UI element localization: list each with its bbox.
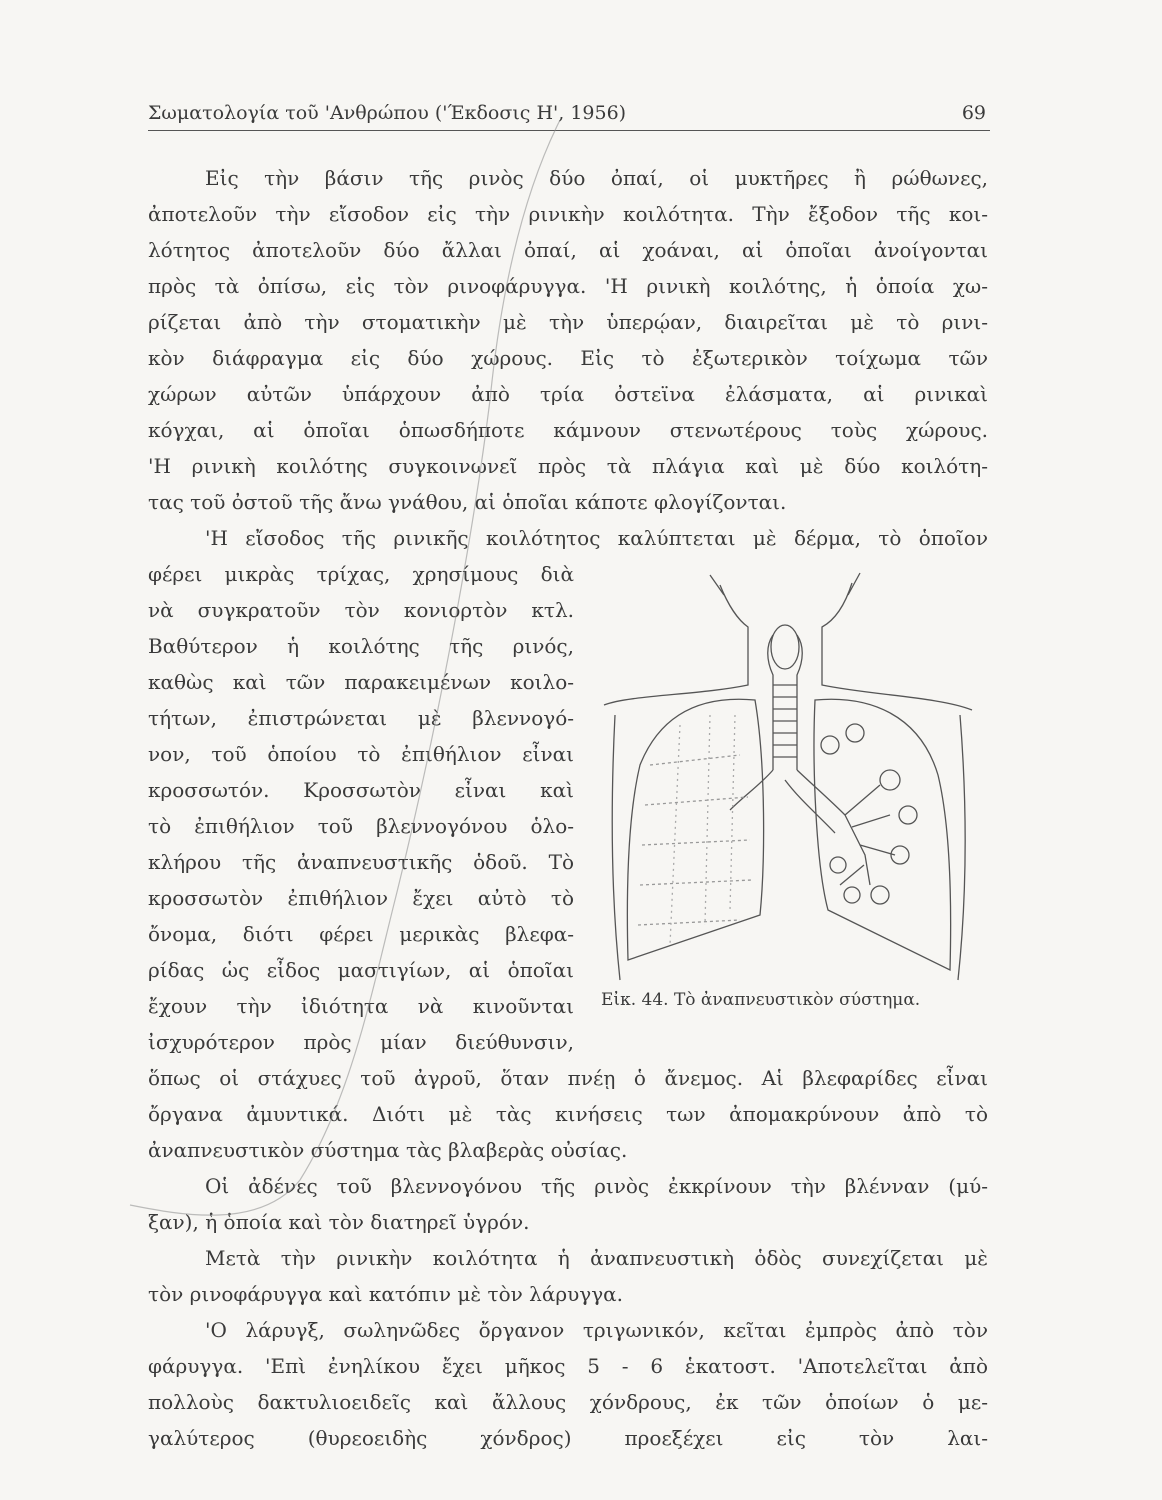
text-line: ὅπως οἱ στάχυες τοῦ ἀγροῦ, ὅταν πνέῃ ὁ ἄνεμος. Αἱ βλεφαρίδες εἶναι xyxy=(148,1066,988,1090)
text-line: φέρει μικρὰς τρίχας, χρησίμους διὰ xyxy=(148,562,574,586)
running-header xyxy=(148,100,990,131)
text-line: τὸ ἐπιθήλιον τοῦ βλεννογόνου ὁλο- xyxy=(148,814,574,838)
text-line: 'Η εἴσοδος τῆς ρινικῆς κοιλότητος καλύπτεται μὲ δέρμα, τὸ ὁποῖον xyxy=(205,526,988,550)
text-line: νον, τοῦ ὁποίου τὸ ἐπιθήλιον εἶναι xyxy=(148,742,574,766)
text-line: τὸν ρινοφάρυγγα καὶ κατόπιν μὲ τὸν λάρυγγα. xyxy=(148,1282,624,1306)
text-line: ὄνομα, διότι φέρει μερικὰς βλεφα- xyxy=(148,922,574,946)
text-line: τας τοῦ ὀστοῦ τῆς ἄνω γνάθου, αἱ ὁποῖαι κάποτε φλογίζονται. xyxy=(148,490,787,514)
respiratory-system-figure xyxy=(590,565,980,985)
text-line: ἀναπνευστικὸν σύστημα τὰς βλαβερὰς οὐσίας. xyxy=(148,1138,628,1162)
text-line: ἰσχυρότερον πρὸς μίαν διεύθυνσιν, xyxy=(148,1030,574,1054)
text-line: καθὼς καὶ τῶν παρακειμένων κοιλο- xyxy=(148,670,574,694)
text-line: Οἱ ἀδένες τοῦ βλεννογόνου τῆς ρινὸς ἐκκρίνουν τὴν βλένναν (μύ- xyxy=(205,1174,988,1198)
text-line: χώρων αὐτῶν ὑπάρχουν ἀπὸ τρία ὀστεϊνα ἐλάσματα, αἱ ρινικαὶ xyxy=(148,382,988,406)
text-line: ρίζεται ἀπὸ τὴν στοματικὴν μὲ τὴν ὑπερῴαν, διαιρεῖται μὲ τὸ ρινι- xyxy=(148,310,988,334)
text-line: Βαθύτερον ἡ κοιλότης τῆς ρινός, xyxy=(148,634,574,658)
header-title: Σωματολογία τοῦ 'Ανθρώπου ('Έκδοσις Η', 1956) xyxy=(148,102,627,124)
text-line: κλήρου τῆς ἀναπνευστικῆς ὁδοῦ. Τὸ xyxy=(148,850,574,874)
text-line: φάρυγγα. 'Επὶ ἐνηλίκου ἔχει μῆκος 5 - 6 ἑκατοστ. 'Αποτελεῖται ἀπὸ xyxy=(148,1354,988,1378)
text-line: ρίδας ὡς εἶδος μαστιγίων, αἱ ὁποῖαι xyxy=(148,958,574,982)
text-line: τήτων, ἐπιστρώνεται μὲ βλεννογό- xyxy=(148,706,574,730)
text-line: νὰ συγκρατοῦν τὸν κονιορτὸν κτλ. xyxy=(148,598,574,622)
text-line: κὸν διάφραγμα εἰς δύο χώρους. Εἰς τὸ ἐξωτερικὸν τοίχωμα τῶν xyxy=(148,346,988,370)
respiratory-system-icon xyxy=(590,565,980,985)
text-line: πολλοὺς δακτυλιοειδεῖς καὶ ἄλλους χόνδρους, ἐκ τῶν ὁποίων ὁ με- xyxy=(148,1390,988,1414)
text-line: λότητος ἀποτελοῦν δύο ἄλλαι ὀπαί, αἱ χοάναι, αἱ ὁποῖαι ἀνοίγονται xyxy=(148,238,988,262)
text-line: 'Ο λάρυγξ, σωληνῶδες ὄργανον τριγωνικόν, κεῖται ἐμπρὸς ἀπὸ τὸν xyxy=(205,1318,988,1342)
text-line: ξαν), ἡ ὁποία καὶ τὸν διατηρεῖ ὑγρόν. xyxy=(148,1210,530,1234)
text-line: ὄργανα ἀμυντικά. Διότι μὲ τὰς κινήσεις των ἀπομακρύνουν ἀπὸ τὸ xyxy=(148,1102,988,1126)
text-line: ἀποτελοῦν τὴν εἴσοδον εἰς τὴν ρινικὴν κοιλότητα. Τὴν ἔξοδον τῆς κοι- xyxy=(148,202,988,226)
text-line: κροσσωτὸν ἐπιθήλιον ἔχει αὐτὸ τὸ xyxy=(148,886,574,910)
text-line: ἔχουν τὴν ἰδιότητα νὰ κινοῦνται xyxy=(148,994,574,1018)
page-number: 69 xyxy=(961,102,986,124)
text-line: 'Η ρινικὴ κοιλότης συγκοινωνεῖ πρὸς τὰ πλάγια καὶ μὲ δύο κοιλότη- xyxy=(148,454,988,478)
text-line: Εἰς τὴν βάσιν τῆς ρινὸς δύο ὀπαί, οἱ μυκτῆρες ἢ ρώθωνες, xyxy=(205,166,988,190)
text-line: κόγχαι, αἱ ὁποῖαι ὁπωσδήποτε κάμνουν στενωτέρους τοὺς χώρους. xyxy=(148,418,988,442)
text-line: πρὸς τὰ ὀπίσω, εἰς τὸν ρινοφάρυγγα. 'Η ρινικὴ κοιλότης, ἡ ὁποία χω- xyxy=(148,274,988,298)
figure-caption: Εἰκ. 44. Τὸ ἀναπνευστικὸν σύστημα. xyxy=(601,990,921,1010)
text-line: κροσσωτόν. Κροσσωτὸν εἶναι καὶ xyxy=(148,778,574,802)
text-line: Μετὰ τὴν ρινικὴν κοιλότητα ἡ ἀναπνευστικὴ ὁδὸς συνεχίζεται μὲ xyxy=(205,1246,988,1270)
text-line: γαλύτερος (θυρεοειδὴς χόνδρος) προεξέχει εἰς τὸν λαι- xyxy=(148,1426,988,1450)
